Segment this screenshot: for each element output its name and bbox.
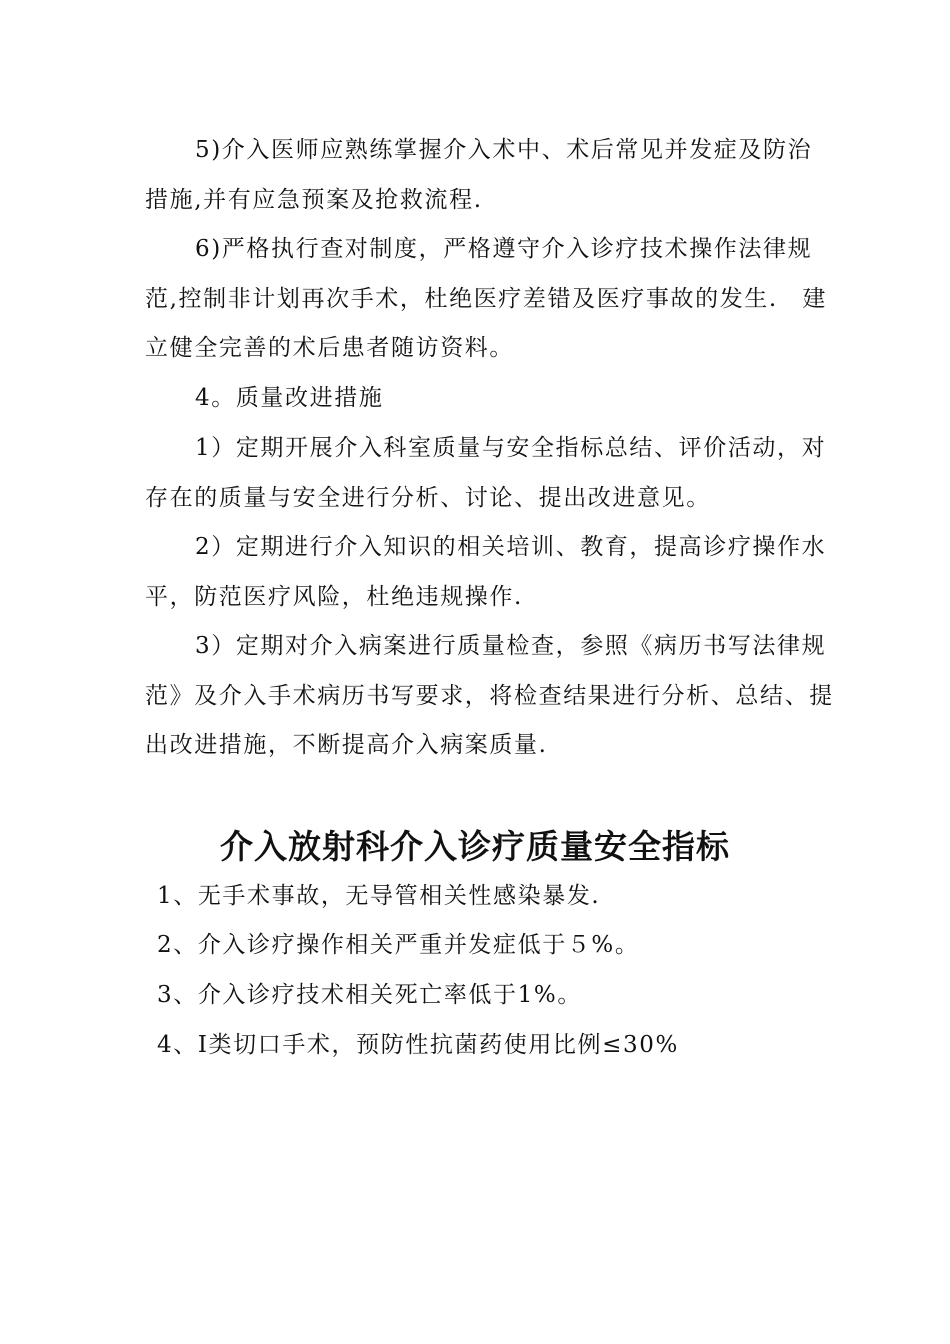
indicator-item-2: 2、介入诊疗操作相关严重并发症低于５%。: [157, 932, 640, 958]
paragraph-verification: 6)严格执行查对制度，严格遵守介入诊疗技术操作法律规范,控制非计划再次手术，杜绝医疗差错及医疗事故的发生. 建立健全完善的术后患者随访资料。: [145, 236, 828, 361]
paragraph-training: 2）定期进行介入知识的相关培训、教育，提高诊疗操作水平，防范医疗风险，杜绝违规操作.: [145, 534, 827, 610]
section-title: 介入放射科介入诊疗质量安全指标: [220, 827, 730, 866]
paragraph-quality-summary: 1）定期开展介入科室质量与安全指标总结、评价活动，对存在的质量与安全进行分析、讨论、提出改进意见。: [145, 435, 827, 511]
paragraph-complications: 5)介入医师应熟练掌握介入术中、术后常见并发症及防治措施,并有应急预案及抢救流程.: [145, 137, 813, 213]
indicator-item-1: 1、无手术事故，无导管相关性感染暴发.: [157, 883, 601, 909]
paragraph-records-inspection: 3）定期对介入病案进行质量检查，参照《病历书写法律规范》及介入手术病历书写要求，将检查结果进行分析、总结、提出改进措施，不断提高介入病案质量.: [145, 633, 834, 758]
indicator-item-3: 3、介入诊疗技术相关死亡率低于1%。: [157, 982, 582, 1008]
paragraph-improvement-heading: 4。质量改进措施: [195, 385, 384, 411]
indicator-item-4: 4、Ⅰ类切口手术，预防性抗菌药使用比例≤30%: [157, 1032, 679, 1058]
